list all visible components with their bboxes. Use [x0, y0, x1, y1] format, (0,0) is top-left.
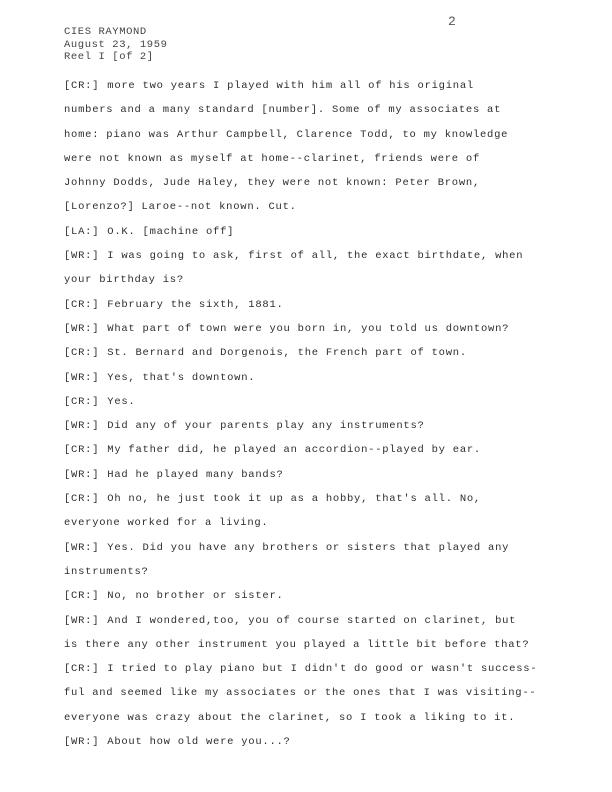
transcript-line — [64, 171, 554, 195]
transcript-line — [64, 438, 554, 462]
transcript-line — [64, 317, 554, 341]
transcript-line — [64, 633, 554, 657]
transcript-line — [64, 414, 554, 438]
speaker-label: [CR:] — [64, 298, 100, 311]
speaker-label: [WR:] — [64, 420, 100, 433]
speaker-label: [CR:] — [64, 347, 100, 360]
speaker-label: [CR:] — [64, 395, 100, 408]
transcript-line — [64, 560, 554, 584]
speaker-label: [LA:] — [64, 225, 100, 238]
document-header — [64, 26, 168, 64]
line-text: I tried to play piano but I didn't do good or wasn't success- — [107, 663, 538, 676]
transcript-line — [64, 584, 554, 608]
transcript-line — [64, 511, 554, 535]
line-text: O.K. [machine off] — [107, 225, 235, 238]
line-text: everyone worked for a living. — [64, 517, 269, 530]
transcript-line — [64, 293, 554, 317]
transcript-line — [64, 681, 554, 705]
line-text: everyone was crazy about the clarinet, so I took a liking to it. — [64, 711, 516, 724]
transcript-line — [64, 609, 554, 633]
transcript-line — [64, 123, 554, 147]
speaker-label: [CR:] — [64, 80, 100, 92]
speaker-label: [CR:] — [64, 590, 100, 603]
transcript-line — [64, 706, 554, 730]
reel-label: Reel I [of 2] — [64, 51, 154, 63]
line-text: What part of town were you born in, you told us downtown? — [107, 322, 510, 335]
speaker-label: [WR:] — [64, 468, 100, 481]
line-text: more two years I played with him all of his original — [107, 80, 474, 92]
line-text: Johnny Dodds, Jude Haley, they were not known: Peter Brown, — [64, 177, 481, 190]
transcript-line — [64, 74, 554, 98]
line-text: instruments? — [64, 565, 149, 578]
transcript-line — [64, 98, 554, 122]
transcript-body — [64, 74, 554, 754]
line-text: is there any other instrument you played a little bit before that? — [64, 638, 530, 651]
speaker-label: [WR:] — [64, 736, 100, 749]
line-text: Yes, that's downtown. — [107, 371, 256, 384]
line-text: I was going to ask, first of all, the exact birthdate, when — [107, 250, 524, 263]
line-text: ful and seemed like my associates or the ones that I was visiting-- — [64, 687, 537, 700]
line-text: home: piano was Arthur Campbell, Clarence Todd, to my knowledge — [64, 128, 509, 141]
transcript-line — [64, 657, 554, 681]
interview-date: August 23, 1959 — [64, 38, 168, 51]
transcript-line — [64, 536, 554, 560]
speaker-label: [WR:] — [64, 322, 100, 335]
page-number: 2 — [448, 14, 456, 29]
transcript-line — [64, 268, 554, 292]
transcript-line — [64, 463, 554, 487]
line-text: And I wondered,too, you of course started on clarinet, but — [107, 614, 517, 627]
line-text: Did any of your parents play any instruments? — [107, 420, 425, 433]
line-text: Yes. Did you have any brothers or sisters that played any — [107, 541, 510, 554]
line-text: No, no brother or sister. — [107, 590, 284, 603]
speaker-label: [WR:] — [64, 250, 100, 263]
transcript-line — [64, 487, 554, 511]
line-text: Oh no, he just took it up as a hobby, that's all. No, — [107, 493, 481, 506]
transcript-line — [64, 366, 554, 390]
transcript-line — [64, 147, 554, 171]
interviewee-name: CIES RAYMOND — [64, 26, 147, 38]
line-text: your birthday is? — [64, 274, 184, 287]
line-text: were not known as myself at home--clarinet, friends were of — [64, 152, 481, 165]
speaker-label: [CR:] — [64, 444, 100, 457]
transcript-line — [64, 220, 554, 244]
speaker-label: [WR:] — [64, 371, 100, 384]
transcript-line — [64, 341, 554, 365]
speaker-label: [CR:] — [64, 663, 100, 676]
line-text: St. Bernard and Dorgenois, the French part of town. — [107, 347, 467, 360]
line-text: [Lorenzo?] Laroe--not known. Cut. — [64, 201, 297, 214]
line-text: numbers and a many standard [number]. Some of my associates at — [64, 104, 502, 117]
line-text: Yes. — [107, 395, 136, 408]
speaker-label: [WR:] — [64, 614, 100, 627]
transcript-line — [64, 244, 554, 268]
line-text: About how old were you...? — [107, 736, 291, 749]
speaker-label: [WR:] — [64, 541, 100, 554]
transcript-line — [64, 390, 554, 414]
line-text: February the sixth, 1881. — [107, 298, 284, 311]
transcript-line — [64, 730, 554, 754]
line-text: Had he played many bands? — [107, 468, 284, 481]
speaker-label: [CR:] — [64, 493, 100, 506]
line-text: My father did, he played an accordion--played by ear. — [107, 444, 481, 457]
transcript-line — [64, 195, 554, 219]
